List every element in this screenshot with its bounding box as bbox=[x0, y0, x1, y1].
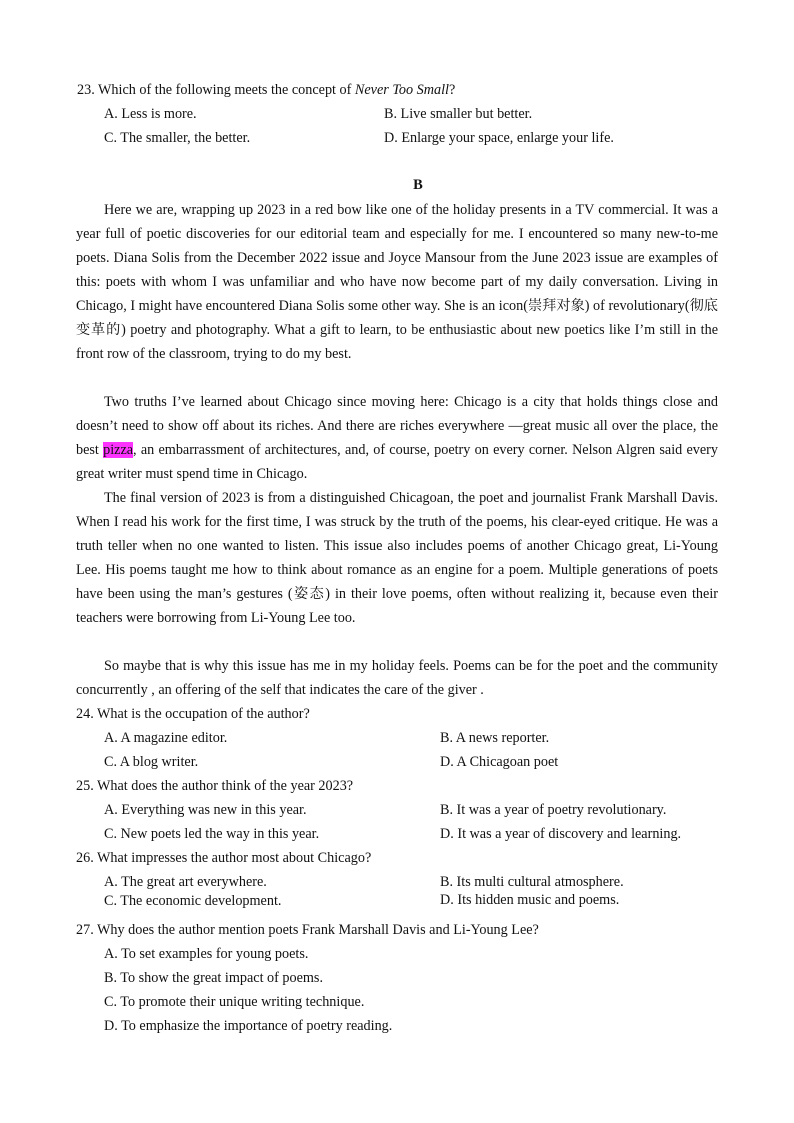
q27-option-d: D. To emphasize the importance of poetry reading. bbox=[104, 1018, 393, 1034]
q25-option-b: B. It was a year of poetry revolutionary. bbox=[440, 802, 667, 818]
section-title: B bbox=[413, 177, 423, 193]
q27-option-b: B. To show the great impact of poems. bbox=[104, 970, 324, 986]
q26-option-a: A. The great art everywhere. bbox=[104, 874, 267, 890]
passage-paragraph-3: The final version of 2023 is from a distinguished Chicagoan, the poet and journalist Frank Marshall Davis. When I read his work for the first time, I was struck by the truth of the poems, his clear-eyed critique. He was a truth teller when no one wanted to listen. This issue also includes poems of another Chicago great, Li-Young Lee. His poems taught me how to think about romance as an engine for a poem. Multiple generations of poets have been using the man’s gestures (姿态) in their love poems, often without realizing it, because even their teachers were borrowing from Li-Young Lee too. bbox=[76, 490, 718, 626]
q24-option-b: B. A news reporter. bbox=[440, 730, 550, 746]
q23-stem-prefix: 23. Which of the following meets the concept of bbox=[77, 82, 355, 98]
q24-option-a: A. A magazine editor. bbox=[104, 730, 228, 746]
p2-before: Two truths I’ve learned about Chicago since moving here: Chicago is a city that holds things close and doesn’t need to show off about its riches. And there are riches everywhere —great music all over the place, the best bbox=[76, 394, 718, 458]
q26-option-c: C. The economic development. bbox=[104, 893, 282, 909]
highlighted-word: pizza bbox=[103, 442, 134, 458]
question-25-stem: 25. What does the author think of the year 2023? bbox=[76, 778, 354, 794]
q23-option-c: C. The smaller, the better. bbox=[104, 130, 251, 146]
q23-option-d: D. Enlarge your space, enlarge your life. bbox=[384, 130, 614, 146]
q25-option-a: A. Everything was new in this year. bbox=[104, 802, 307, 818]
passage-paragraph-2 bbox=[76, 390, 718, 486]
passage-paragraph-4: So maybe that is why this issue has me in my holiday feels. Poems can be for the poet and the community concurrently , an offering of the self that indicates the care of the giver . bbox=[76, 658, 718, 698]
q25-option-c: C. New poets led the way in this year. bbox=[104, 826, 320, 842]
question-23-stem bbox=[77, 81, 455, 99]
q26-option-d: D. Its hidden music and poems. bbox=[440, 892, 620, 908]
p2-after: , an embarrassment of architectures, and, of course, poetry on every corner. Nelson Algren said every great writer must spend time in Chicago. bbox=[76, 442, 718, 482]
q25-option-d: D. It was a year of discovery and learning. bbox=[440, 826, 682, 842]
q23-option-a: A. Less is more. bbox=[104, 106, 197, 122]
passage-paragraph-1: Here we are, wrapping up 2023 in a red bow like one of the holiday presents in a TV commercial. It was a year full of poetic discoveries for our editorial team and especially for me. I encountered so many new-to-me poets. Diana Solis from the December 2022 issue and Joyce Mansour from the June 2023 issue are examples of this: poets with whom I was unfamiliar and who have now become part of my daily conversation. Living in Chicago, I might have encountered Diana Solis some other way. She is an icon(崇拜对象) of revolutionary(彻底变革的) poetry and photography. What a gift to learn, to be enthusiastic about new poetics like I’m still in the front row of the classroom, trying to do my best. bbox=[76, 202, 718, 362]
q24-option-c: C. A blog writer. bbox=[104, 754, 199, 770]
q27-option-a: A. To set examples for young poets. bbox=[104, 946, 309, 962]
q23-stem-italic: Never Too Small bbox=[354, 82, 449, 98]
q24-option-d: D. A Chicagoan poet bbox=[440, 754, 559, 770]
question-24-stem: 24. What is the occupation of the author? bbox=[76, 706, 310, 722]
q23-stem-suffix: ? bbox=[448, 82, 456, 98]
q23-option-b: B. Live smaller but better. bbox=[384, 106, 533, 122]
q27-option-c: C. To promote their unique writing technique. bbox=[104, 994, 365, 1010]
question-26-stem: 26. What impresses the author most about Chicago? bbox=[76, 850, 372, 866]
q26-option-b: B. Its multi cultural atmosphere. bbox=[440, 874, 624, 890]
question-27-stem: 27. Why does the author mention poets Frank Marshall Davis and Li-Young Lee? bbox=[76, 922, 539, 938]
